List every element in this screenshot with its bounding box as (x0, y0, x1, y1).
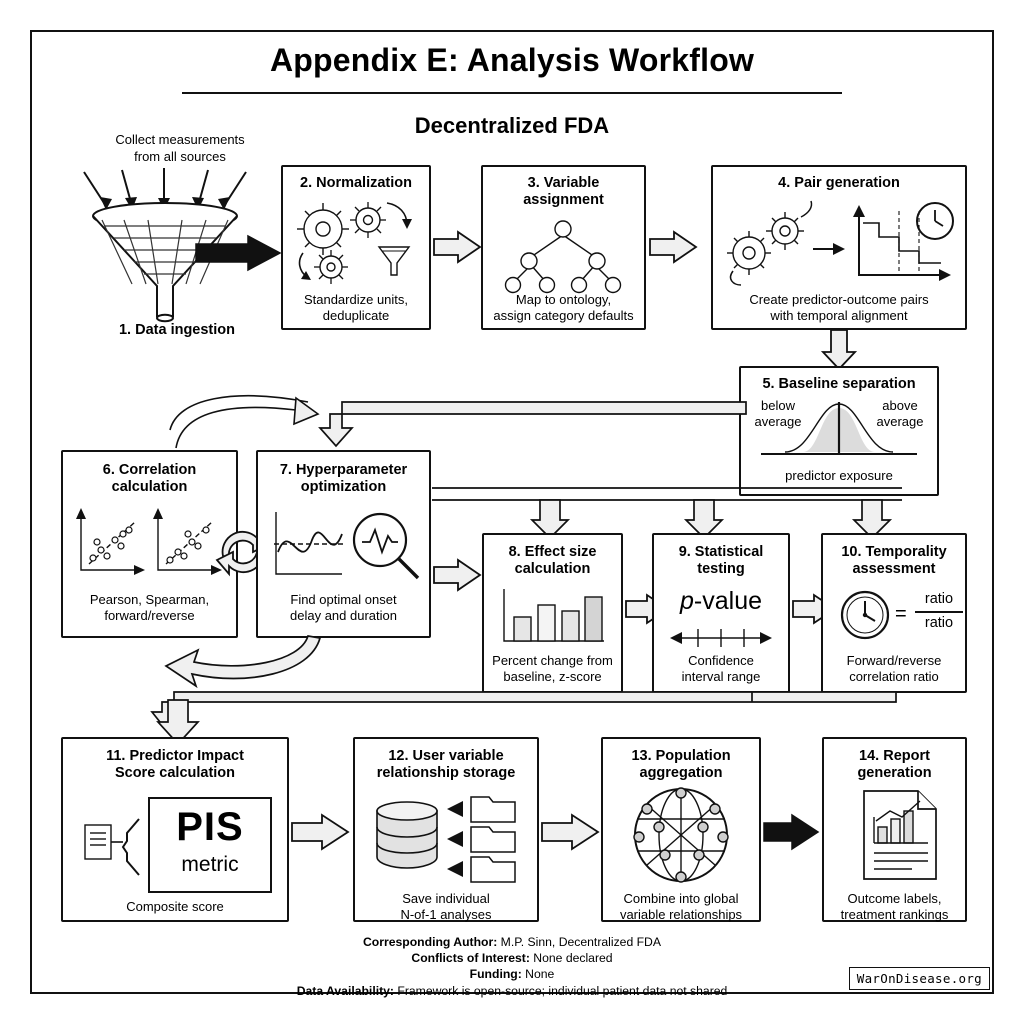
ontology-tree-icon (483, 215, 644, 295)
step-12-title-line1: 12. User variable (388, 748, 504, 764)
step-14-title-line2: generation (857, 765, 932, 781)
arrow-11-to-12 (292, 815, 350, 849)
footer-data-label: Data Availability: (296, 983, 394, 998)
step-3-caption-line2: assign category defaults (493, 308, 634, 323)
step-10-title-line1: 10. Temporality (841, 544, 947, 560)
step-4-caption-line1: Create predictor-outcome pairs (749, 292, 929, 307)
step-4-pair-generation (711, 165, 967, 330)
page-subtitle: Decentralized FDA (414, 113, 610, 138)
step-9-title-line1: 9. Statistical (678, 544, 764, 560)
step-5-below-line1: below (761, 398, 795, 413)
database-folders-icon (355, 789, 537, 887)
step-7-title-line1: 7. Hyperparameter (279, 462, 408, 478)
step-6-title-line1: 6. Correlation (102, 462, 197, 478)
footer-line-author (0, 934, 1024, 950)
arrow-loop-top (168, 396, 338, 450)
step-13-title-line1: 13. Population (631, 748, 731, 764)
step-5-above-line1: above (882, 398, 918, 413)
step-9-pvalue-italic: p (680, 587, 694, 615)
arrow-loop-bottom (150, 630, 330, 690)
step-5-axis-label: predictor exposure (785, 468, 893, 483)
document-stack-icon (81, 819, 125, 875)
pis-badge (148, 797, 272, 893)
arrows-row3-to-row4 (140, 690, 908, 740)
step-10-ratio-numerator: ratio (924, 591, 954, 607)
step-6-caption-line2: forward/reverse (104, 608, 195, 623)
wave-magnifier-icon (258, 504, 429, 590)
step-6-correlation-calculation (61, 450, 238, 638)
distribution-curve-icon (741, 394, 937, 456)
step-13-caption-line1: Combine into global (623, 891, 739, 906)
step-12-title-line2: relationship storage (376, 765, 516, 781)
step-12-relationship-storage (353, 737, 539, 922)
step-12-caption-line1: Save individual (402, 891, 490, 906)
step-10-temporality-assessment (821, 533, 967, 693)
step-11-title-line1: 11. Predictor Impact (106, 748, 244, 764)
step-11-title-line2: Score calculation (114, 765, 236, 781)
funnel-label-line1: Collect measurements (115, 132, 245, 147)
step-7-caption-line1: Find optimal onset (290, 592, 397, 607)
step-8-caption-line2: baseline, z-score (503, 669, 602, 684)
bar-chart-icon (484, 583, 621, 651)
step-5-above-line2: average (876, 414, 924, 429)
footer-funding-label: Funding: (469, 967, 522, 982)
scatterplots-icon (63, 504, 236, 584)
step-8-caption-line1: Percent change from (492, 653, 613, 668)
step-7-title-line2: optimization (300, 479, 387, 495)
step-13-population-aggregation (601, 737, 761, 922)
step-8-title-line2: calculation (514, 561, 591, 577)
arrow-12-to-13 (542, 815, 600, 849)
footer-data-value: Framework is open-source; individual patient data not shared (394, 983, 728, 998)
step-4-caption-line2: with temporal alignment (770, 308, 908, 323)
arrow-1-to-2 (196, 236, 282, 272)
step-11-pis-calculation (61, 737, 289, 922)
page-title: Appendix E: Analysis Workflow (269, 42, 755, 78)
watermark: WarOnDisease.org (849, 967, 990, 990)
step-10-ratio-denominator: ratio (924, 615, 954, 631)
arrow-5-to-7-feedback (322, 398, 746, 450)
step-7-hyperparameter-optimization (256, 450, 431, 638)
pis-badge-line2: metric (181, 853, 239, 876)
arrow-4-to-5 (822, 330, 856, 370)
step-9-pvalue-rest: -value (693, 587, 762, 615)
pair-generation-icon (713, 197, 965, 289)
step-5-baseline-separation (739, 366, 939, 496)
step-14-title-line1: 14. Report (859, 748, 930, 764)
step-1-title: 1. Data ingestion (118, 322, 236, 338)
step-14-caption-line2: treatment rankings (840, 907, 949, 922)
step-13-title-line2: aggregation (639, 765, 723, 781)
step-2-caption-line1: Standardize units, (303, 292, 409, 307)
step-12-caption-line2: N-of-1 analyses (400, 907, 492, 922)
brace-icon (121, 817, 145, 877)
step-9-statistical-testing (652, 533, 790, 693)
step-5-title: 5. Baseline separation (762, 376, 916, 392)
step-2-normalization (281, 165, 431, 330)
step-9-caption-line1: Confidence (688, 653, 754, 668)
step-5-below-line2: average (754, 414, 802, 429)
step-3-title-line2: assignment (523, 192, 604, 208)
clock-icon (837, 587, 893, 643)
step-4-title: 4. Pair generation (778, 175, 900, 191)
step-7-caption-line2: delay and duration (290, 608, 397, 623)
arrow-3-to-4 (650, 232, 698, 264)
fraction-bar (915, 611, 963, 613)
step-9-title-line2: testing (697, 561, 745, 577)
step-3-title-line1: 3. Variable (527, 175, 600, 191)
step-6-title-line2: calculation (111, 479, 188, 495)
step-10-title-line2: assessment (852, 561, 936, 577)
step-9-pvalue-glyph (654, 587, 788, 616)
footer-coi-label: Conflicts of Interest: (411, 951, 530, 966)
title-underline (182, 92, 842, 94)
step-14-caption-line1: Outcome labels, (847, 891, 942, 906)
step-2-caption-line2: deduplicate (322, 308, 390, 323)
footer-author-value: M.P. Sinn, Decentralized FDA (497, 935, 661, 949)
arrow-2-to-3 (434, 232, 482, 264)
gears-funnel-icon (283, 195, 429, 287)
footer-coi-value: None declared (529, 951, 613, 966)
step-10-caption-line1: Forward/reverse (846, 653, 942, 668)
step-11-caption: Composite score (126, 899, 224, 914)
pis-badge-line1: PIS (176, 805, 244, 849)
step-8-title-line1: 8. Effect size (508, 544, 597, 560)
step-6-caption-line1: Pearson, Spearman, (89, 592, 210, 607)
report-document-icon (824, 787, 965, 887)
step-3-caption-line1: Map to ontology, (515, 292, 612, 307)
step-10-caption-line2: correlation ratio (849, 669, 939, 684)
funnel-label-line2: from all sources (134, 149, 226, 164)
step-3-variable-assignment (481, 165, 646, 330)
global-network-icon (603, 785, 759, 887)
step-2-title: 2. Normalization (300, 175, 412, 191)
confidence-interval-icon (654, 623, 788, 653)
step-9-caption-line2: interval range (681, 669, 761, 684)
arrow-13-to-14 (764, 815, 820, 849)
step-10-equals: = (895, 603, 907, 625)
footer-line-coi (0, 950, 1024, 966)
footer-author-label: Corresponding Author: (363, 935, 498, 949)
footer-funding-value: None (521, 967, 555, 982)
step-8-effect-size (482, 533, 623, 693)
step-14-report-generation (822, 737, 967, 922)
step-13-caption-line2: variable relationships (619, 907, 743, 922)
arrow-7-to-8 (434, 560, 482, 592)
